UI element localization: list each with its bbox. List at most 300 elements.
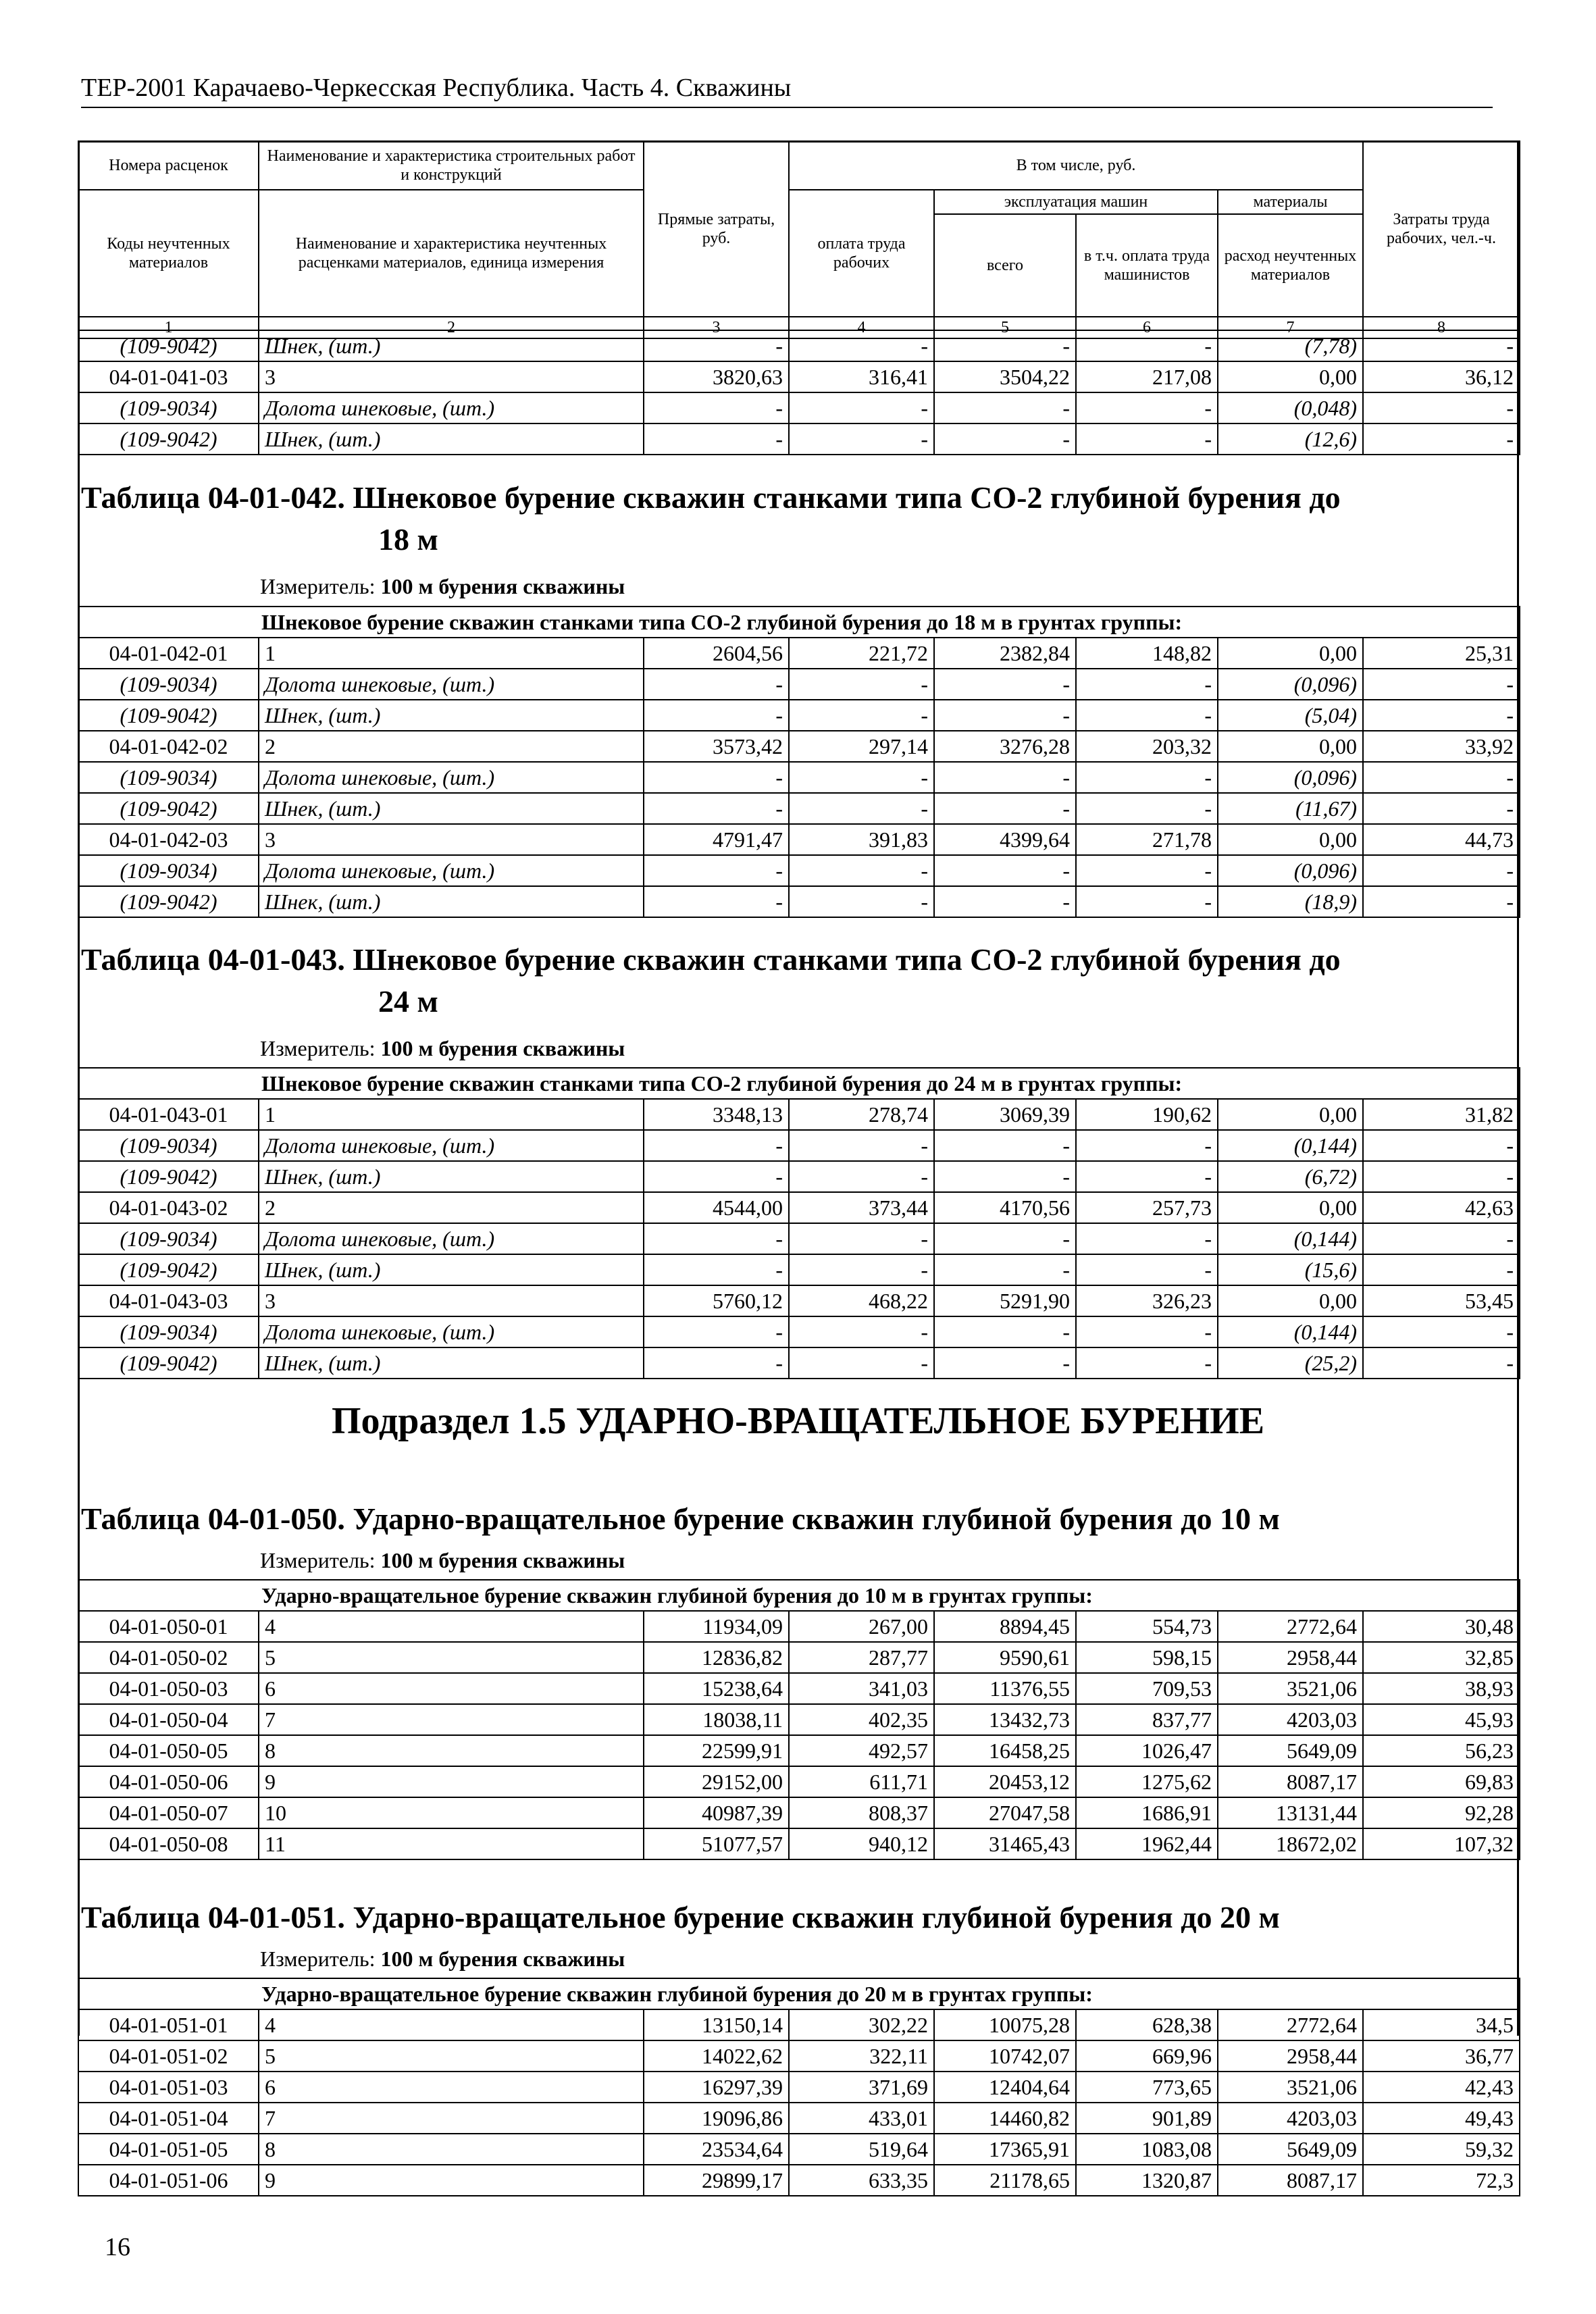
code-cell: (109-9042) [78, 793, 259, 824]
value-cell: - [1363, 886, 1520, 917]
table-042-measure [260, 574, 625, 599]
header-works-name: Наименование и характеристика строительных работ и конструкций [259, 141, 644, 190]
value-cell: 4791,47 [644, 824, 789, 855]
name-cell: 10 [259, 1797, 644, 1828]
value-cell: 190,62 [1076, 1099, 1218, 1130]
value-cell: - [789, 1223, 934, 1254]
value-cell: 3521,06 [1218, 2072, 1363, 2103]
code-cell: 04-01-050-01 [78, 1611, 259, 1642]
name-cell: 7 [259, 2103, 644, 2134]
value-cell: 33,92 [1363, 731, 1520, 762]
rate-row [78, 2072, 1520, 2103]
value-cell: (0,144) [1218, 1316, 1363, 1347]
measure-label: Измеритель: [260, 1947, 376, 1971]
rate-row [78, 1673, 1520, 1704]
value-cell: 341,03 [789, 1673, 934, 1704]
value-cell: - [1076, 423, 1218, 455]
col-index: 6 [1076, 317, 1218, 338]
value-cell: - [934, 762, 1076, 793]
value-cell: 302,22 [789, 2009, 934, 2040]
value-cell: - [644, 1161, 789, 1192]
rate-row [78, 2009, 1520, 2040]
value-cell: - [934, 423, 1076, 455]
value-cell: - [644, 392, 789, 423]
value-cell: - [644, 1316, 789, 1347]
value-cell: - [934, 392, 1076, 423]
code-cell: 04-01-043-03 [78, 1285, 259, 1316]
header-machinist-pay: в т.ч. оплата труда машинистов [1076, 214, 1218, 317]
code-cell: 04-01-051-06 [78, 2165, 259, 2196]
value-cell: 271,78 [1076, 824, 1218, 855]
value-cell: 0,00 [1218, 731, 1363, 762]
rate-row [78, 1285, 1520, 1316]
name-cell: Шнек, (шт.) [259, 1254, 644, 1285]
value-cell: 322,11 [789, 2040, 934, 2072]
rate-row [78, 1797, 1520, 1828]
value-cell: 628,38 [1076, 2009, 1218, 2040]
value-cell: - [644, 1347, 789, 1379]
value-cell: 3276,28 [934, 731, 1076, 762]
value-cell: - [644, 886, 789, 917]
value-cell: - [1363, 669, 1520, 700]
material-row [78, 886, 1520, 917]
rate-row [78, 1192, 1520, 1223]
value-cell: 2772,64 [1218, 2009, 1363, 2040]
name-cell: Шнек, (шт.) [259, 793, 644, 824]
value-cell: 3521,06 [1218, 1673, 1363, 1704]
value-cell: 8894,45 [934, 1611, 1076, 1642]
rate-row [78, 2134, 1520, 2165]
column-header-table [78, 140, 1520, 339]
value-cell: 1083,08 [1076, 2134, 1218, 2165]
value-cell: 14022,62 [644, 2040, 789, 2072]
value-cell: - [1076, 793, 1218, 824]
value-cell: (11,67) [1218, 793, 1363, 824]
value-cell: - [789, 1161, 934, 1192]
value-cell: - [934, 700, 1076, 731]
value-cell: 16297,39 [644, 2072, 789, 2103]
page-header: ТЕР-2001 Карачаево-Черкесская Республика. Часть 4. Скважины [81, 73, 1493, 108]
value-cell: - [789, 855, 934, 886]
value-cell: 287,77 [789, 1642, 934, 1673]
name-cell: Долота шнековые, (шт.) [259, 392, 644, 423]
value-cell: - [1076, 1347, 1218, 1379]
name-cell: 1 [259, 638, 644, 669]
value-cell: - [934, 1223, 1076, 1254]
code-cell: (109-9034) [78, 762, 259, 793]
value-cell: 53,45 [1363, 1285, 1520, 1316]
name-cell: Шнек, (шт.) [259, 330, 644, 361]
name-cell: 2 [259, 1192, 644, 1223]
code-cell: 04-01-050-07 [78, 1797, 259, 1828]
value-cell: 14460,82 [934, 2103, 1076, 2134]
material-row [78, 1316, 1520, 1347]
value-cell: 773,65 [1076, 2072, 1218, 2103]
value-cell: 5291,90 [934, 1285, 1076, 1316]
value-cell: - [1363, 1161, 1520, 1192]
value-cell: 42,63 [1363, 1192, 1520, 1223]
value-cell: 92,28 [1363, 1797, 1520, 1828]
code-cell: (109-9034) [78, 392, 259, 423]
material-row [78, 1130, 1520, 1161]
value-cell: 18038,11 [644, 1704, 789, 1735]
measure-value: 100 м бурения скважины [380, 1036, 625, 1060]
header-including: В том числе, руб. [789, 141, 1363, 190]
value-cell: 709,53 [1076, 1673, 1218, 1704]
code-cell: (109-9042) [78, 1254, 259, 1285]
code-cell: 04-01-050-04 [78, 1704, 259, 1735]
rate-row [78, 1099, 1520, 1130]
value-cell: 44,73 [1363, 824, 1520, 855]
value-cell: - [644, 855, 789, 886]
value-cell: - [644, 1254, 789, 1285]
value-cell: - [1076, 1316, 1218, 1347]
material-row [78, 423, 1520, 455]
value-cell: - [644, 330, 789, 361]
material-row [78, 762, 1520, 793]
measure-label: Измеритель: [260, 1548, 376, 1572]
header-materials-consumption: расход неучтенных материалов [1218, 214, 1363, 317]
value-cell: (0,096) [1218, 855, 1363, 886]
value-cell: - [1363, 1316, 1520, 1347]
value-cell: 148,82 [1076, 638, 1218, 669]
value-cell: - [644, 1130, 789, 1161]
value-cell: 42,43 [1363, 2072, 1520, 2103]
value-cell: 36,12 [1363, 361, 1520, 392]
value-cell: - [789, 669, 934, 700]
value-cell: - [934, 886, 1076, 917]
value-cell: - [1076, 1223, 1218, 1254]
code-cell: 04-01-050-05 [78, 1735, 259, 1766]
name-cell: 2 [259, 731, 644, 762]
value-cell: (0,048) [1218, 392, 1363, 423]
code-cell: 04-01-051-04 [78, 2103, 259, 2134]
value-cell: 22599,91 [644, 1735, 789, 1766]
value-cell: 808,37 [789, 1797, 934, 1828]
header-labor-costs: Затраты труда рабочих, чел.-ч. [1363, 141, 1520, 317]
value-cell: 5649,09 [1218, 2134, 1363, 2165]
name-cell: Долота шнековые, (шт.) [259, 669, 644, 700]
value-cell: 59,32 [1363, 2134, 1520, 2165]
header-machines: эксплуатация машин [934, 190, 1218, 214]
value-cell: - [1363, 700, 1520, 731]
table-051 [78, 1978, 1520, 2196]
value-cell: 1962,44 [1076, 1828, 1218, 1859]
name-cell: 7 [259, 1704, 644, 1735]
value-cell: 669,96 [1076, 2040, 1218, 2072]
name-cell: Шнек, (шт.) [259, 700, 644, 731]
value-cell: 598,15 [1076, 1642, 1218, 1673]
value-cell: 3573,42 [644, 731, 789, 762]
name-cell: 3 [259, 361, 644, 392]
value-cell: 217,08 [1076, 361, 1218, 392]
name-cell: 1 [259, 1099, 644, 1130]
value-cell: (6,72) [1218, 1161, 1363, 1192]
value-cell: 36,77 [1363, 2040, 1520, 2072]
value-cell: - [1076, 855, 1218, 886]
value-cell: 56,23 [1363, 1735, 1520, 1766]
material-row [78, 1223, 1520, 1254]
col-index: 3 [644, 317, 789, 338]
value-cell: - [934, 793, 1076, 824]
rate-row [78, 1704, 1520, 1735]
group-caption: Шнековое бурение скважин станками типа СО-2 глубиной бурения до 18 м в грунтах группы: [78, 607, 1520, 638]
name-cell: Долота шнековые, (шт.) [259, 855, 644, 886]
value-cell: 45,93 [1363, 1704, 1520, 1735]
value-cell: 3820,63 [644, 361, 789, 392]
value-cell: 31,82 [1363, 1099, 1520, 1130]
name-cell: Долота шнековые, (шт.) [259, 1130, 644, 1161]
value-cell: 69,83 [1363, 1766, 1520, 1797]
value-cell: 0,00 [1218, 1192, 1363, 1223]
table-050-title: Таблица 04-01-050. Ударно-вращательное бурение скважин глубиной бурения до 10 м [81, 1501, 1280, 1536]
value-cell: 492,57 [789, 1735, 934, 1766]
value-cell: 402,35 [789, 1704, 934, 1735]
col-index: 5 [934, 317, 1076, 338]
code-cell: 04-01-051-02 [78, 2040, 259, 2072]
code-cell: (109-9034) [78, 855, 259, 886]
rate-row [78, 1642, 1520, 1673]
value-cell: - [1076, 669, 1218, 700]
value-cell: 15238,64 [644, 1673, 789, 1704]
value-cell: (12,6) [1218, 423, 1363, 455]
material-row [78, 1161, 1520, 1192]
value-cell: 29152,00 [644, 1766, 789, 1797]
value-cell: 13131,44 [1218, 1797, 1363, 1828]
value-cell: 1275,62 [1076, 1766, 1218, 1797]
value-cell: 18672,02 [1218, 1828, 1363, 1859]
continued-rows-table [78, 330, 1520, 455]
value-cell: 21178,65 [934, 2165, 1076, 2196]
name-cell: 4 [259, 1611, 644, 1642]
value-cell: 940,12 [789, 1828, 934, 1859]
name-cell: Долота шнековые, (шт.) [259, 1223, 644, 1254]
header-unaccounted-codes: Коды неучтенных материалов [78, 190, 259, 317]
group-caption: Ударно-вращательное бурение скважин глубиной бурения до 20 м в грунтах группы: [78, 1978, 1520, 2009]
value-cell: 40987,39 [644, 1797, 789, 1828]
value-cell: - [644, 669, 789, 700]
value-cell: 8087,17 [1218, 2165, 1363, 2196]
table-043 [78, 1067, 1520, 1379]
header-rates-numbers: Номера расценок [78, 141, 259, 190]
value-cell: 2958,44 [1218, 2040, 1363, 2072]
value-cell: 3069,39 [934, 1099, 1076, 1130]
value-cell: 5760,12 [644, 1285, 789, 1316]
value-cell: 51077,57 [644, 1828, 789, 1859]
value-cell: 901,89 [1076, 2103, 1218, 2134]
value-cell: - [1363, 1254, 1520, 1285]
value-cell: 9590,61 [934, 1642, 1076, 1673]
value-cell: - [1363, 855, 1520, 886]
rate-row [78, 1766, 1520, 1797]
value-cell: - [1363, 1130, 1520, 1161]
value-cell: - [644, 700, 789, 731]
name-cell: Шнек, (шт.) [259, 886, 644, 917]
value-cell: - [789, 330, 934, 361]
table-042-title [81, 477, 1499, 561]
value-cell: 221,72 [789, 638, 934, 669]
code-cell: 04-01-050-03 [78, 1673, 259, 1704]
value-cell: 12836,82 [644, 1642, 789, 1673]
name-cell: 3 [259, 824, 644, 855]
value-cell: - [1076, 1254, 1218, 1285]
value-cell: 1686,91 [1076, 1797, 1218, 1828]
value-cell: - [644, 1223, 789, 1254]
value-cell: 468,22 [789, 1285, 934, 1316]
material-row [78, 793, 1520, 824]
rate-row [78, 1611, 1520, 1642]
code-cell: 04-01-050-08 [78, 1828, 259, 1859]
value-cell: 27047,58 [934, 1797, 1076, 1828]
value-cell: - [789, 1254, 934, 1285]
value-cell: - [789, 700, 934, 731]
rate-row [78, 824, 1520, 855]
value-cell: 17365,91 [934, 2134, 1076, 2165]
code-cell: 04-01-051-03 [78, 2072, 259, 2103]
value-cell: 10742,07 [934, 2040, 1076, 2072]
value-cell: (25,2) [1218, 1347, 1363, 1379]
value-cell: - [934, 669, 1076, 700]
measure-label: Измеритель: [260, 1036, 376, 1060]
name-cell: Шнек, (шт.) [259, 1161, 644, 1192]
header-unaccounted-materials: Наименование и характеристика неучтенных расценками материалов, единица измерения [259, 190, 644, 317]
value-cell: 13432,73 [934, 1704, 1076, 1735]
value-cell: - [1076, 330, 1218, 361]
code-cell: 04-01-042-03 [78, 824, 259, 855]
rate-row [78, 638, 1520, 669]
code-cell: 04-01-051-01 [78, 2009, 259, 2040]
code-cell: (109-9034) [78, 1130, 259, 1161]
value-cell: - [934, 330, 1076, 361]
value-cell: (7,78) [1218, 330, 1363, 361]
code-cell: (109-9042) [78, 700, 259, 731]
value-cell: 2772,64 [1218, 1611, 1363, 1642]
value-cell: - [789, 762, 934, 793]
table-051-measure [260, 1947, 625, 1972]
value-cell: 20453,12 [934, 1766, 1076, 1797]
table-title-line: 24 м [378, 984, 438, 1019]
value-cell: 38,93 [1363, 1673, 1520, 1704]
value-cell: 5649,09 [1218, 1735, 1363, 1766]
value-cell: 433,01 [789, 2103, 934, 2134]
value-cell: 3504,22 [934, 361, 1076, 392]
value-cell: 297,14 [789, 731, 934, 762]
name-cell: Долота шнековые, (шт.) [259, 762, 644, 793]
value-cell: - [934, 855, 1076, 886]
code-cell: (109-9034) [78, 669, 259, 700]
name-cell: 6 [259, 1673, 644, 1704]
header-worker-pay: оплата труда рабочих [789, 190, 934, 317]
value-cell: 554,73 [1076, 1611, 1218, 1642]
value-cell: 8087,17 [1218, 1766, 1363, 1797]
material-row [78, 1254, 1520, 1285]
value-cell: - [644, 423, 789, 455]
value-cell: 1320,87 [1076, 2165, 1218, 2196]
value-cell: 2382,84 [934, 638, 1076, 669]
value-cell: - [1363, 1223, 1520, 1254]
value-cell: - [934, 1130, 1076, 1161]
value-cell: (0,144) [1218, 1130, 1363, 1161]
value-cell: - [1363, 793, 1520, 824]
measure-label: Измеритель: [260, 574, 376, 598]
rate-row [78, 1828, 1520, 1859]
name-cell: 6 [259, 2072, 644, 2103]
value-cell: (15,6) [1218, 1254, 1363, 1285]
material-row [78, 855, 1520, 886]
value-cell: 1026,47 [1076, 1735, 1218, 1766]
code-cell: 04-01-043-02 [78, 1192, 259, 1223]
value-cell: - [789, 1316, 934, 1347]
material-row [78, 330, 1520, 361]
value-cell: (0,096) [1218, 762, 1363, 793]
code-cell: 04-01-041-03 [78, 361, 259, 392]
value-cell: 12404,64 [934, 2072, 1076, 2103]
name-cell: 9 [259, 2165, 644, 2196]
value-cell: - [934, 1254, 1076, 1285]
col-index: 2 [259, 317, 644, 338]
value-cell: 32,85 [1363, 1642, 1520, 1673]
value-cell: - [644, 762, 789, 793]
value-cell: 4170,56 [934, 1192, 1076, 1223]
value-cell: 34,5 [1363, 2009, 1520, 2040]
value-cell: 107,32 [1363, 1828, 1520, 1859]
value-cell: 257,73 [1076, 1192, 1218, 1223]
name-cell: 8 [259, 2134, 644, 2165]
value-cell: 30,48 [1363, 1611, 1520, 1642]
value-cell: 391,83 [789, 824, 934, 855]
value-cell: 16458,25 [934, 1735, 1076, 1766]
value-cell: (18,9) [1218, 886, 1363, 917]
value-cell: - [934, 1347, 1076, 1379]
code-cell: (109-9042) [78, 1161, 259, 1192]
value-cell: (0,144) [1218, 1223, 1363, 1254]
code-cell: 04-01-050-02 [78, 1642, 259, 1673]
value-cell: - [789, 392, 934, 423]
name-cell: 11 [259, 1828, 644, 1859]
value-cell: 0,00 [1218, 1285, 1363, 1316]
table-title-line: 18 м [378, 522, 438, 557]
rate-row [78, 2165, 1520, 2196]
table-050-measure [260, 1548, 625, 1573]
measure-value: 100 м бурения скважины [380, 1548, 625, 1572]
code-cell: 04-01-042-02 [78, 731, 259, 762]
value-cell: 72,3 [1363, 2165, 1520, 2196]
value-cell: 4203,03 [1218, 1704, 1363, 1735]
name-cell: Шнек, (шт.) [259, 1347, 644, 1379]
table-title-line: Таблица 04-01-043. Шнековое бурение скважин станками типа СО-2 глубиной бурения до [81, 942, 1341, 977]
table-050 [78, 1579, 1520, 1860]
value-cell: - [789, 1130, 934, 1161]
table-051-title: Таблица 04-01-051. Ударно-вращательное бурение скважин глубиной бурения до 20 м [81, 1900, 1280, 1934]
value-cell: 0,00 [1218, 638, 1363, 669]
value-cell: 25,31 [1363, 638, 1520, 669]
value-cell: 633,35 [789, 2165, 934, 2196]
name-cell: 5 [259, 2040, 644, 2072]
value-cell: 519,64 [789, 2134, 934, 2165]
rate-row [78, 1735, 1520, 1766]
code-cell: (109-9034) [78, 1316, 259, 1347]
value-cell: 23534,64 [644, 2134, 789, 2165]
value-cell: 203,32 [1076, 731, 1218, 762]
value-cell: (5,04) [1218, 700, 1363, 731]
value-cell: - [1363, 392, 1520, 423]
subsection-title: Подраздел 1.5 УДАРНО-ВРАЩАТЕЛЬНОЕ БУРЕНИЕ [331, 1400, 1265, 1442]
code-cell: (109-9042) [78, 1347, 259, 1379]
value-cell: 10075,28 [934, 2009, 1076, 2040]
value-cell: - [644, 793, 789, 824]
rate-row [78, 731, 1520, 762]
value-cell: 611,71 [789, 1766, 934, 1797]
